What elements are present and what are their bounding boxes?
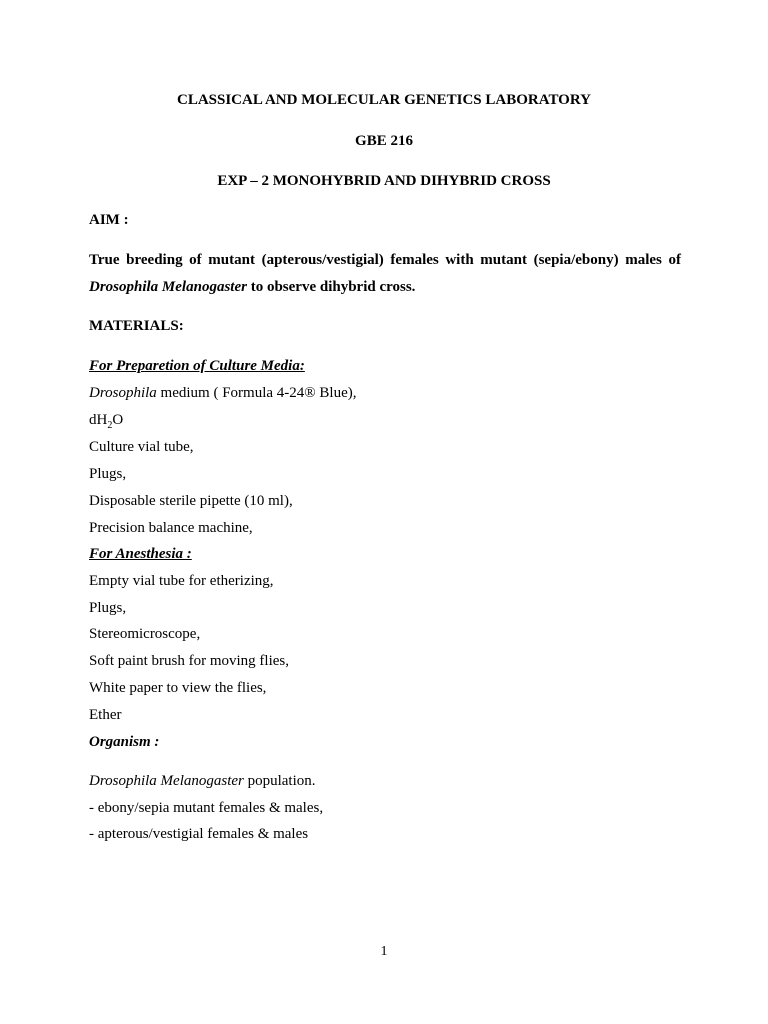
organism-heading: Organism : — [89, 734, 160, 750]
organism-species: Drosophila Melanogaster — [89, 773, 244, 789]
aim-text-line2 — [89, 278, 415, 296]
material-item-italic: Drosophila — [89, 385, 157, 401]
aim-text-line1: True breeding of mutant (apterous/vestigial) females with mutant (sepia/ebony) males of — [89, 252, 681, 268]
anesthesia-item: White paper to view the flies, — [89, 680, 267, 696]
formula-suffix: O — [112, 412, 124, 428]
culture-media-heading: For Preparetion of Culture Media: — [89, 358, 305, 374]
anesthesia-heading: For Anesthesia : — [89, 546, 192, 562]
anesthesia-item: Empty vial tube for etherizing, — [89, 573, 274, 589]
organism-item: - apterous/vestigial females & males — [89, 826, 309, 842]
material-item: Plugs, — [89, 466, 127, 482]
materials-heading: MATERIALS: — [89, 318, 184, 334]
species-name: Drosophila Melanogaster — [89, 279, 247, 295]
anesthesia-item: Soft paint brush for moving flies, — [89, 653, 289, 669]
anesthesia-item: Stereomicroscope, — [89, 626, 201, 642]
document-title: CLASSICAL AND MOLECULAR GENETICS LABORATORY — [176, 92, 591, 108]
material-item: Culture vial tube, — [89, 439, 194, 455]
formula-prefix: dH — [89, 412, 108, 428]
aim-heading: AIM : — [89, 212, 129, 228]
anesthesia-item: Ether — [89, 707, 122, 723]
material-item — [89, 411, 123, 429]
organism-item — [89, 772, 316, 790]
experiment-title: EXP – 2 MONOHYBRID AND DIHYBRID CROSS — [217, 173, 551, 189]
page-number: 1 — [380, 944, 388, 959]
material-item: Disposable sterile pipette (10 ml), — [89, 493, 293, 509]
material-item-rest: medium ( Formula 4-24® Blue), — [156, 385, 357, 401]
course-code: GBE 216 — [355, 133, 413, 149]
anesthesia-item: Plugs, — [89, 600, 127, 616]
formula-subscript: 2 — [107, 420, 113, 431]
aim-text-line2-rest: to observe dihybrid cross. — [246, 279, 416, 295]
material-item: Precision balance machine, — [89, 520, 253, 536]
organism-item-rest: population. — [243, 773, 316, 789]
material-item — [89, 384, 357, 402]
organism-item: - ebony/sepia mutant females & males, — [89, 800, 324, 816]
